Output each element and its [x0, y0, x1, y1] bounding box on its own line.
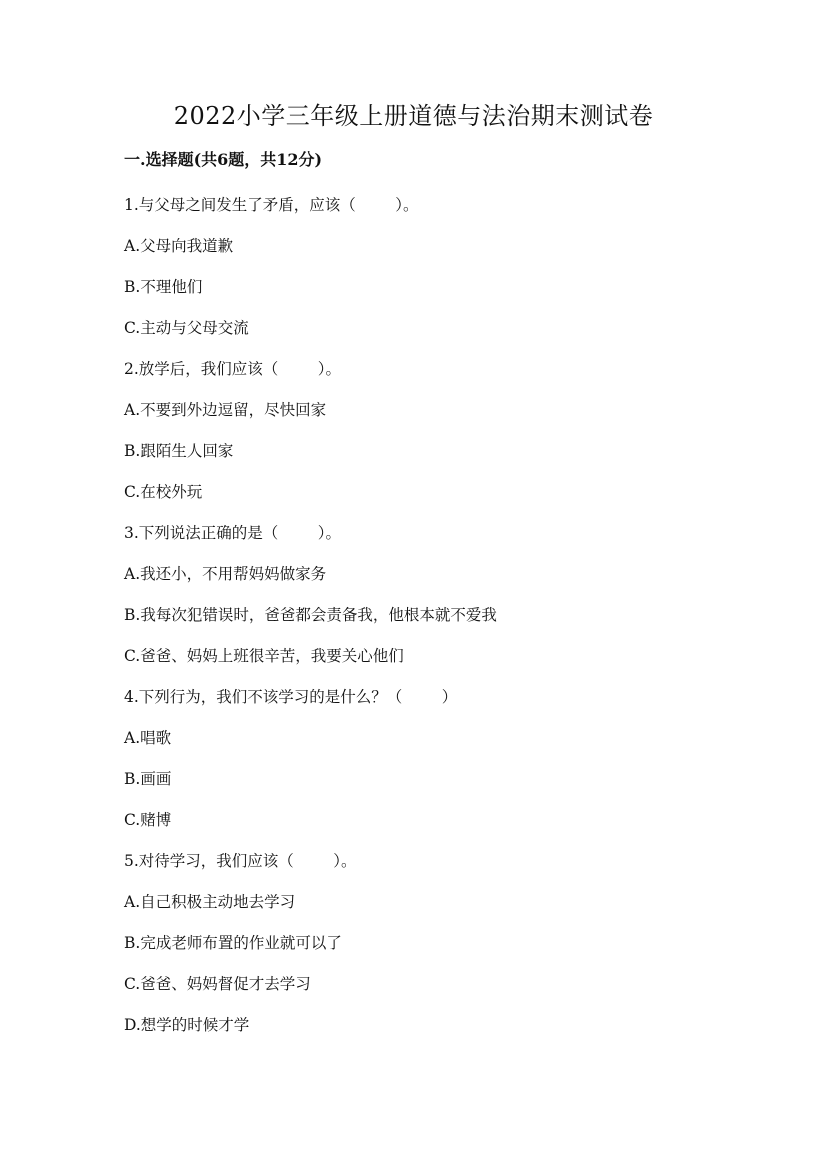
question-1: 1.与父母之间发生了矛盾，应该（ ）。: [124, 196, 419, 214]
question-3: 3.下列说法正确的是（ ）。: [124, 524, 341, 542]
question-1-option-b: B.不理他们: [124, 278, 203, 296]
question-4: 4.下列行为，我们不该学习的是什么？（ ）: [124, 688, 458, 706]
question-4-option-a: A.唱歌: [124, 729, 172, 747]
question-3-option-a: A.我还小，不用帮妈妈做家务: [124, 565, 327, 583]
question-5-option-d: D.想学的时候才学: [124, 1016, 250, 1034]
question-4-option-b: B.画画: [124, 770, 172, 788]
question-5-option-b: B.完成老师布置的作业就可以了: [124, 934, 342, 952]
question-5: 5.对待学习，我们应该（ ）。: [124, 852, 357, 870]
question-2-option-a: A.不要到外边逗留，尽快回家: [124, 401, 327, 419]
section-heading: 一.选择题(共6题，共12分): [124, 150, 323, 169]
question-5-option-a: A.自己积极主动地去学习: [124, 893, 296, 911]
question-4-option-c: C.赌博: [124, 811, 172, 829]
page-title: 2022小学三年级上册道德与法治期末测试卷: [173, 102, 654, 130]
question-5-option-c: C.爸爸、妈妈督促才去学习: [124, 975, 311, 993]
question-1-option-a: A.父母向我道歉: [124, 237, 234, 255]
question-2-option-b: B.跟陌生人回家: [124, 442, 234, 460]
question-2: 2.放学后，我们应该（ ）。: [124, 360, 341, 378]
question-2-option-c: C.在校外玩: [124, 483, 203, 501]
question-1-option-c: C.主动与父母交流: [124, 319, 249, 337]
question-3-option-b: B.我每次犯错误时，爸爸都会责备我，他根本就不爱我: [124, 606, 497, 624]
question-3-option-c: C.爸爸、妈妈上班很辛苦，我要关心他们: [124, 647, 404, 665]
